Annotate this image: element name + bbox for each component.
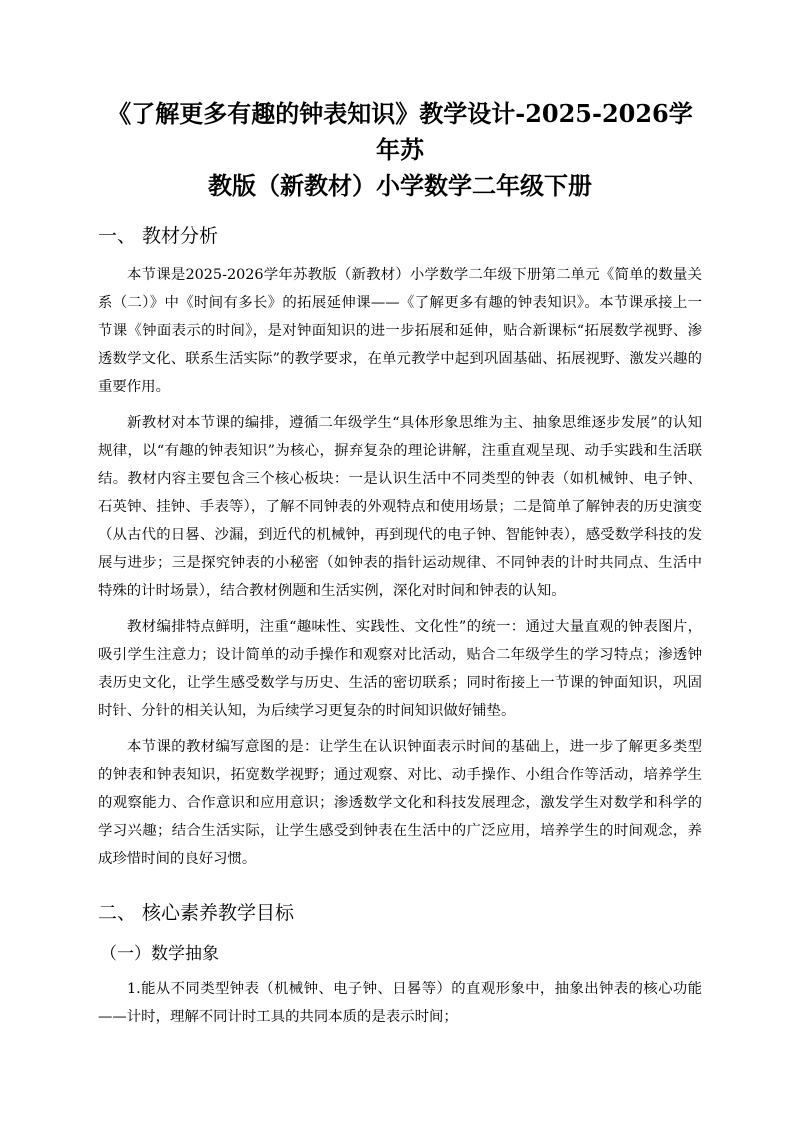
paragraph-4: 本节课的教材编写意图的是：让学生在认识钟面表示时间的基础上，进一步了解更多类型的钟表和钟表知识，拓宽数学视野；通过观察、对比、动手操作、小组合作等活动，培养学生的观察能力、合作意识和应用意识；渗透数学文化和科技发展理念，激发学生对数学和科学的学习兴趣；结合生活实际，让学生感受到钟表在生活中的广泛应用，培养学生的时间观念，养成珍惜时间的良好习惯。 [98, 739, 702, 867]
section-heading-textbook-analysis: 一、 教材分析 [98, 225, 219, 247]
subsection-heading-math-abstraction: （一）数学抽象 [100, 944, 219, 964]
paragraph-1: 本节课是2025-2026学年苏教版（新教材）小学数学二年级下册第二单元《简单的数量关系（二）》中《时间有多长》的拓展延伸课——《了解更多有趣的钟表知识》。本节课承接上一节课《钟面表示的时间》，是对钟面知识的进一步拓展和延伸，贴合新课标“拓展数学视野、渗透数学文化、联系生活实际”的教学要求，在单元教学中起到巩固基础、拓展视野、激发兴趣的重要作用。 [98, 267, 702, 395]
title-line-2: 教版（新教材）小学数学二年级下册 [208, 171, 592, 200]
paragraph-2: 新教材对本节课的编排，遵循二年级学生“具体形象思维为主、抽象思维逐步发展”的认知规律，以“有趣的钟表知识”为核心，摒弃复杂的理论讲解，注重直观呈现、动手实践和生活联结。教材内容主要包含三个核心板块：一是认识生活中不同类型的钟表（如机械钟、电子钟、石英钟、挂钟、手表等），了解不同钟表的外观特点和使用场景；二是简单了解钟表的历史演变（从古代的日晷、沙漏，到近代的机械钟，再到现代的电子钟、智能钟表），感受数学科技的发展与进步；三是探究钟表的小秘密（如钟表的指针运动规律、不同钟表的计时共同点、生活中特殊的计时场景），结合教材例题和生活实例，深化对时间和钟表的认知。 [98, 415, 702, 599]
document-title [98, 96, 702, 204]
paragraph-3: 教材编排特点鲜明，注重“趣味性、实践性、文化性”的统一：通过大量直观的钟表图片，吸引学生注意力；设计简单的动手操作和观察对比活动，贴合二年级学生的学习特点；渗透钟表历史文化，让学生感受数学与历史、生活的密切联系；同时衔接上一节课的钟面知识，巩固时针、分针的相关认知，为后续学习更复杂的时间知识做好铺垫。 [98, 619, 702, 719]
title-line-1: 《了解更多有趣的钟表知识》教学设计-2025-2026学年苏 [107, 99, 693, 164]
section-heading-core-objectives: 二、 核心素养教学目标 [98, 902, 295, 924]
objective-item-1: 1.能从不同类型钟表（机械钟、电子钟、日晷等）的直观形象中，抽象出钟表的核心功能——计时，理解不同计时工具的共同本质的是表示时间； [98, 981, 702, 1025]
